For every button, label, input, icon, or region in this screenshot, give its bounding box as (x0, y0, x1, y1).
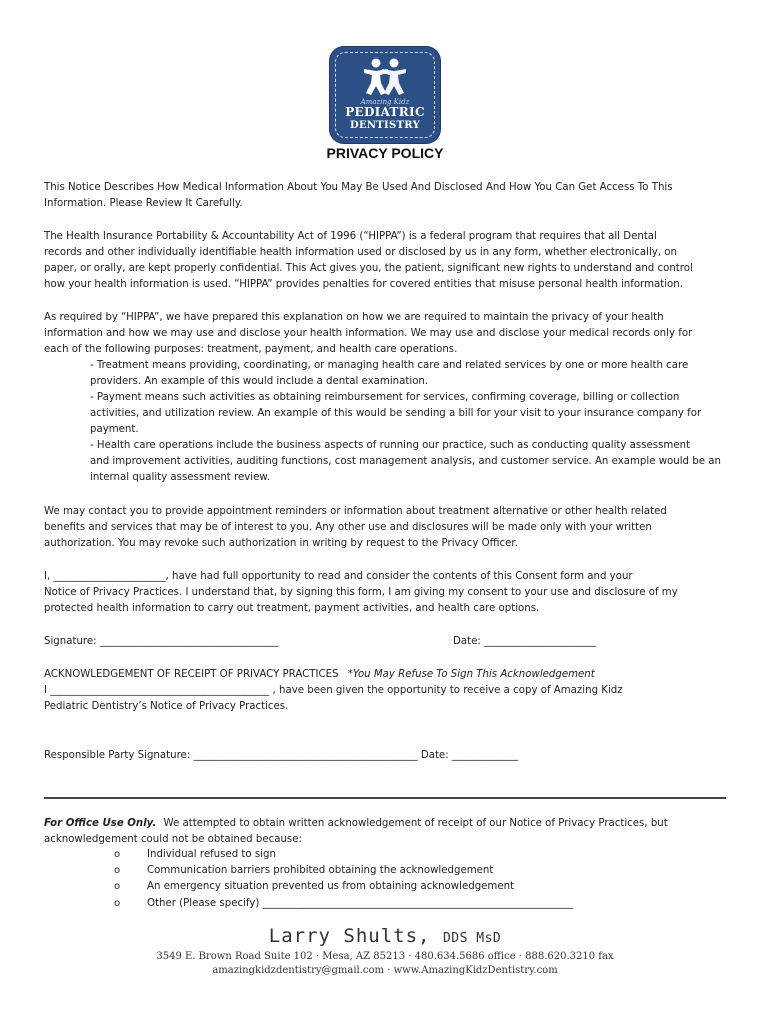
responsible-party-signature-field[interactable]: Responsible Party Signature: ____________________________________________ Date: _____________ (44, 750, 519, 761)
ack-heading-text: ACKNOWLEDGEMENT OF RECEIPT OF PRIVACY PRACTICES (44, 669, 339, 680)
hippa-line-3: paper, or orally, are kept properly confidential. This Act gives you, the patient, significant new rights to understand and control (44, 263, 693, 274)
ack-refuse-note: *You May Refuse To Sign This Acknowledgement (347, 669, 595, 680)
purpose-line-6: - Health care operations include the business aspects of running our practice, such as conducting quality assessment (90, 440, 691, 451)
option-checkbox-2[interactable]: o (114, 865, 121, 876)
option-checkbox-4[interactable]: o (114, 898, 121, 909)
ack-heading (44, 667, 595, 683)
logo-line-dentistry: DENTISTRY (349, 120, 421, 131)
page-title: PRIVACY POLICY (326, 145, 444, 161)
office-use-line-2: acknowledgement could not be obtained because: (44, 834, 302, 845)
hippa-line-2: records and other individually identifiable health information used or disclosed by us in any form, whether electronically, on (44, 247, 677, 258)
purpose-line-3: - Payment means such activities as obtaining reimbursement for services, confirming coverage, billing or collection (90, 392, 680, 403)
logo-brand-text: Amazing Kidz (360, 98, 410, 106)
option-emergency: An emergency situation prevented us from obtaining acknowledgement (147, 881, 515, 892)
purpose-line-4: activities, and utilization review. An example of this would be sending a bill for your visit to your insurance company for (90, 408, 702, 419)
practice-logo (330, 47, 440, 143)
consent-line-2: Notice of Privacy Practices. I understand that, by signing this form, I am giving my consent to your use and disclosure of my (44, 587, 678, 598)
hippa-line-1: The Health Insurance Portability & Accountability Act of 1996 (“HIPPA”) is a federal program that requires that all Dental (44, 231, 657, 242)
section-divider (44, 797, 726, 799)
purpose-line-1: - Treatment means providing, coordinating, or managing health care and related services by one or more health care (90, 360, 689, 371)
option-checkbox-3[interactable]: o (114, 881, 121, 892)
required-line-2: information and how we may use and disclose your health information. We may use and disclose your medical records only for (44, 328, 693, 339)
option-refused: Individual refused to sign (147, 849, 276, 860)
ack-line-2: Pediatric Dentistry’s Notice of Privacy Practices. (44, 701, 289, 712)
contact-line-2: benefits and services that may be of interest to you. Any other use and disclosures will be made only with your written (44, 522, 652, 533)
office-use-line-1 (44, 816, 668, 832)
option-communication-barriers: Communication barriers prohibited obtaining the acknowledgement (147, 865, 494, 876)
hippa-line-4: how your health information is used. “HIPPA” provides penalties for covered entities that misuse personal health information. (44, 279, 683, 290)
required-line-1: As required by “HIPPA”, we have prepared this explanation on how we are required to maintain the privacy of your health (44, 312, 664, 323)
consent-line-3: protected health information to carry out treatment, payment activities, and health care options. (44, 603, 540, 614)
intro-line-2: Information. Please Review It Carefully. (44, 198, 243, 209)
office-use-label: For Office Use Only. (44, 818, 157, 829)
doctor-credentials: DDS MsD (442, 931, 502, 946)
logo-line-pediatric: PEDIATRIC (345, 105, 425, 119)
footer-contact: amazingkidzdentistry@gmail.com · www.AmazingKidzDentistry.com (212, 965, 558, 976)
doctor-name-text: Larry Shults, (268, 925, 431, 947)
footer-address: 3549 E. Brown Road Suite 102 · Mesa, AZ 85213 · 480.634.5686 office · 888.620.3210 fax (156, 951, 614, 962)
purpose-line-7: and improvement activities, auditing functions, cost management analysis, and customer service. An example would be an (90, 456, 721, 467)
ack-name-field[interactable]: I ___________________________________________ , have been given the opportunity to receive a copy of Amazing Kidz (44, 685, 623, 696)
contact-line-1: We may contact you to provide appointment reminders or information about treatment alternative or other health related (44, 506, 667, 517)
date-field[interactable]: Date: ______________________ (453, 636, 597, 647)
consent-line-1[interactable]: I, ______________________, have had full opportunity to read and consider the contents of this Consent form and your (44, 571, 633, 582)
required-line-3: each of the following purposes: treatment, payment, and health care operations. (44, 344, 458, 355)
intro-line-1: This Notice Describes How Medical Information About You May Be Used And Disclosed And How You Can Get Access To This (44, 182, 673, 193)
option-checkbox-1[interactable]: o (114, 849, 121, 860)
option-other[interactable]: Other (Please specify) _____________________________________________________________ (147, 898, 574, 909)
office-use-text-1: We attempted to obtain written acknowledgement of receipt of our Notice of Privacy Practices, but (163, 818, 668, 829)
kids-figures-icon (360, 57, 410, 97)
purpose-line-2: providers. An example of this would include a dental examination. (90, 376, 429, 387)
doctor-name (0, 925, 770, 947)
purpose-line-8: internal quality assessment review. (90, 472, 271, 483)
purpose-line-5: payment. (90, 424, 139, 435)
signature-field[interactable]: Signature: ___________________________________ (44, 636, 279, 647)
contact-line-3: authorization. You may revoke such authorization in writing by request to the Privacy Officer. (44, 538, 518, 549)
